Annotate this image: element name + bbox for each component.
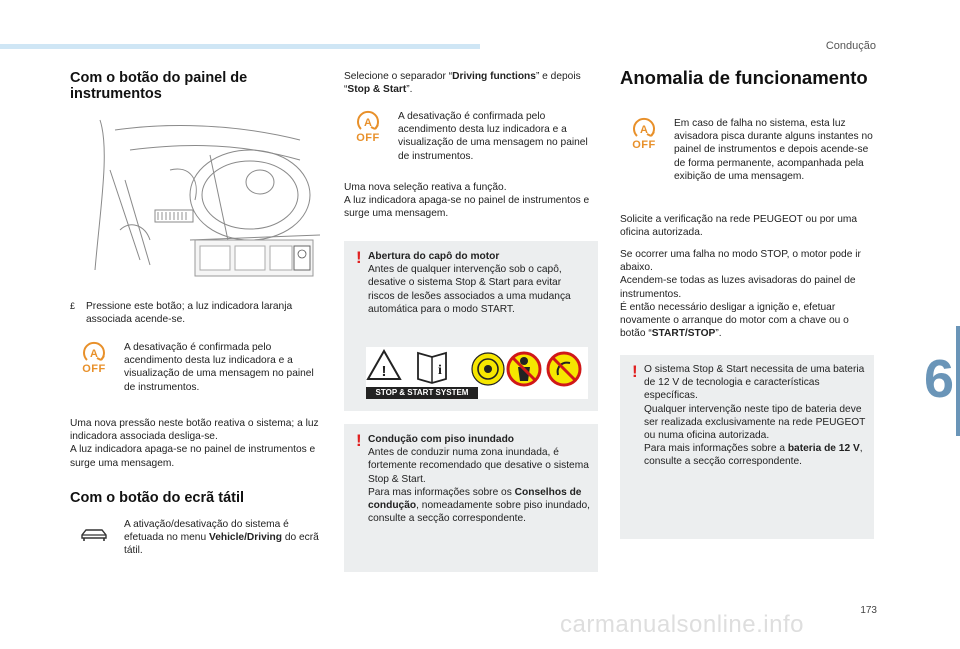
header-bar — [0, 44, 480, 49]
touchscreen-text — [124, 518, 325, 558]
select-tab-name: Driving functions — [452, 71, 536, 82]
warning-box-flooded — [344, 424, 598, 572]
select-pre: Selecione o separador “ — [344, 71, 453, 82]
heading-panel-button: Com o botão do painel de instrumentos — [70, 70, 248, 102]
svg-text:!: ! — [381, 363, 387, 380]
auto-off-glyph — [355, 110, 381, 132]
warning-icon: ! — [356, 248, 362, 267]
watermark: carmanualsonline.info — [560, 611, 804, 638]
chapter-tab — [914, 344, 960, 414]
fault-line3-pre: É então necessário desligar a ignição e, efetuar novamente o arranque do motor com a chave ou o botão “ — [620, 301, 849, 340]
fault-para1 — [620, 213, 874, 239]
select-option-name: Stop & Start — [347, 84, 407, 96]
battery-more-post: , consulte a secção correspondente. — [644, 443, 863, 468]
select-instruction — [344, 70, 598, 96]
warning-icon: ! — [632, 362, 638, 381]
heading-fault: Anomalia de funcionamento — [620, 67, 868, 88]
chapter-number: 6 — [924, 349, 955, 409]
middle-select-instruction — [344, 70, 598, 96]
touchscreen-note — [70, 518, 325, 558]
warning-icon: ! — [356, 431, 362, 450]
fault-para2-line1: Se ocorrer uma falha no modo STOP, o motor pode ir abaixo. — [620, 249, 861, 274]
page-number: 173 — [860, 605, 877, 616]
section-title: Condução — [825, 40, 876, 52]
left-para2-line2: A luz indicadora apaga-se no painel de instrumentos e surge uma mensagem. — [70, 444, 316, 469]
svg-text:A: A — [640, 124, 648, 136]
heading-touchscreen-block — [70, 490, 325, 506]
auto-off-icon — [344, 110, 392, 163]
middle-para-line1: Uma nova seleção reativa a função. — [344, 182, 507, 193]
left-deactivation-text: A desativação é confirmada pelo acendimento desta luz indicadora e a visualização de uma mensagem no painel de instrumentos. — [124, 342, 314, 393]
svg-text:i: i — [438, 363, 442, 378]
middle-para-line2: A luz indicadora apaga-se no painel de instrumentos e surge uma mensagem. — [344, 195, 590, 220]
battery-more-pre: Para mais informações sobre a — [644, 443, 788, 455]
left-paragraph-2 — [70, 417, 325, 470]
middle-paragraph — [344, 181, 598, 221]
dashboard-illustration — [70, 110, 325, 280]
touch-text-post: do ecrã tátil. — [124, 532, 319, 557]
battery-warn-more — [644, 442, 866, 468]
auto-off-label: OFF — [356, 132, 380, 144]
auto-off-icon — [70, 341, 118, 394]
select-mid: ” e depois “ — [344, 71, 581, 96]
touch-text-pre: A ativação/desativação do sistema é efetuada no menu — [124, 519, 289, 544]
step-press-button — [70, 300, 325, 326]
step-text: Pressione este botão; a luz indicadora laranja associada acende-se. — [86, 301, 293, 326]
left-column — [70, 70, 325, 102]
left-para2-line1: Uma nova pressão neste botão reativa o sistema; a luz indicadora associada desliga-se. — [70, 418, 319, 443]
heading-touchscreen: Com o botão do ecrã tátil — [70, 490, 245, 506]
warning-flood-title: Condução com piso inundado — [368, 434, 515, 445]
dashboard-illustration-icon — [70, 110, 325, 280]
fault-note-text: Em caso de falha no sistema, esta luz avisadora pisca durante alguns instantes no painel de instrumentos e depois acende-se de forma permanente, acompanhada pela exibição de uma mensagem. — [674, 118, 873, 182]
warning-box-hood — [344, 241, 598, 411]
auto-off-label: OFF — [82, 363, 106, 375]
warning-flood-more — [368, 486, 590, 526]
fault-line3-post: ”. — [715, 328, 722, 340]
stop-start-label — [366, 347, 588, 399]
warning-box-battery — [620, 355, 874, 539]
auto-off-glyph — [631, 117, 657, 139]
auto-off-glyph — [81, 341, 107, 363]
stop-start-label-text: STOP & START SYSTEM — [375, 388, 469, 397]
auto-off-label: OFF — [632, 139, 656, 151]
fault-para2-line3 — [620, 301, 874, 341]
fault-note — [620, 117, 874, 183]
select-post: ”. — [406, 84, 413, 96]
touch-menu-name: Vehicle/Driving — [208, 532, 283, 544]
battery-warn-line1: O sistema Stop & Start necessita de uma bateria de 12 V de tecnologia e características específicas. — [644, 364, 865, 402]
battery-section-name: bateria de 12 V — [787, 443, 860, 455]
fault-para2 — [620, 248, 874, 340]
car-glyph — [79, 526, 109, 544]
flood-more-section: Conselhos de condução — [368, 486, 582, 512]
flood-more-post: , nomeadamente sobre piso inundado, consulte a secção correspondente. — [368, 500, 590, 525]
middle-deactivation-note — [344, 110, 598, 163]
left-deactivation-note — [70, 341, 325, 394]
warning-hood-text: Antes de qualquer intervenção sob o capô, desative o sistema Stop & Start para evitar riscos de lesões associados a uma mudança automática para o modo START. — [368, 264, 571, 315]
middle-deactivation-text: A desativação é confirmada pelo acendimento desta luz indicadora e a visualização de uma mensagem no painel de instrumentos. — [398, 111, 588, 162]
car-icon — [70, 518, 118, 558]
fault-para2-line2: Acendem-se todas as luzes avisadoras do painel de instrumentos. — [620, 275, 856, 300]
step-bullet-icon: £ — [70, 301, 76, 311]
svg-text:A: A — [364, 117, 372, 129]
fault-para1-text: Solicite a verificação na rede PEUGEOT ou por uma oficina autorizada. — [620, 214, 858, 239]
battery-warn-line2: Qualquer intervenção neste tipo de bateria deve ser realizada exclusivamente na rede PEUGEOT ou numa oficina autorizada. — [644, 403, 866, 442]
warning-hood-title: Abertura do capô do motor — [368, 251, 500, 262]
svg-text:A: A — [90, 348, 98, 360]
auto-off-icon — [620, 117, 668, 183]
start-stop-button-name: START/STOP — [651, 328, 716, 340]
heading-fault-block — [620, 68, 874, 88]
warning-flood-text: Antes de conduzir numa zona inundada, é fortemente recomendado que desative o sistema Stop & Start. — [368, 447, 589, 485]
flood-more-pre: Para mas informações sobre os — [368, 486, 515, 498]
